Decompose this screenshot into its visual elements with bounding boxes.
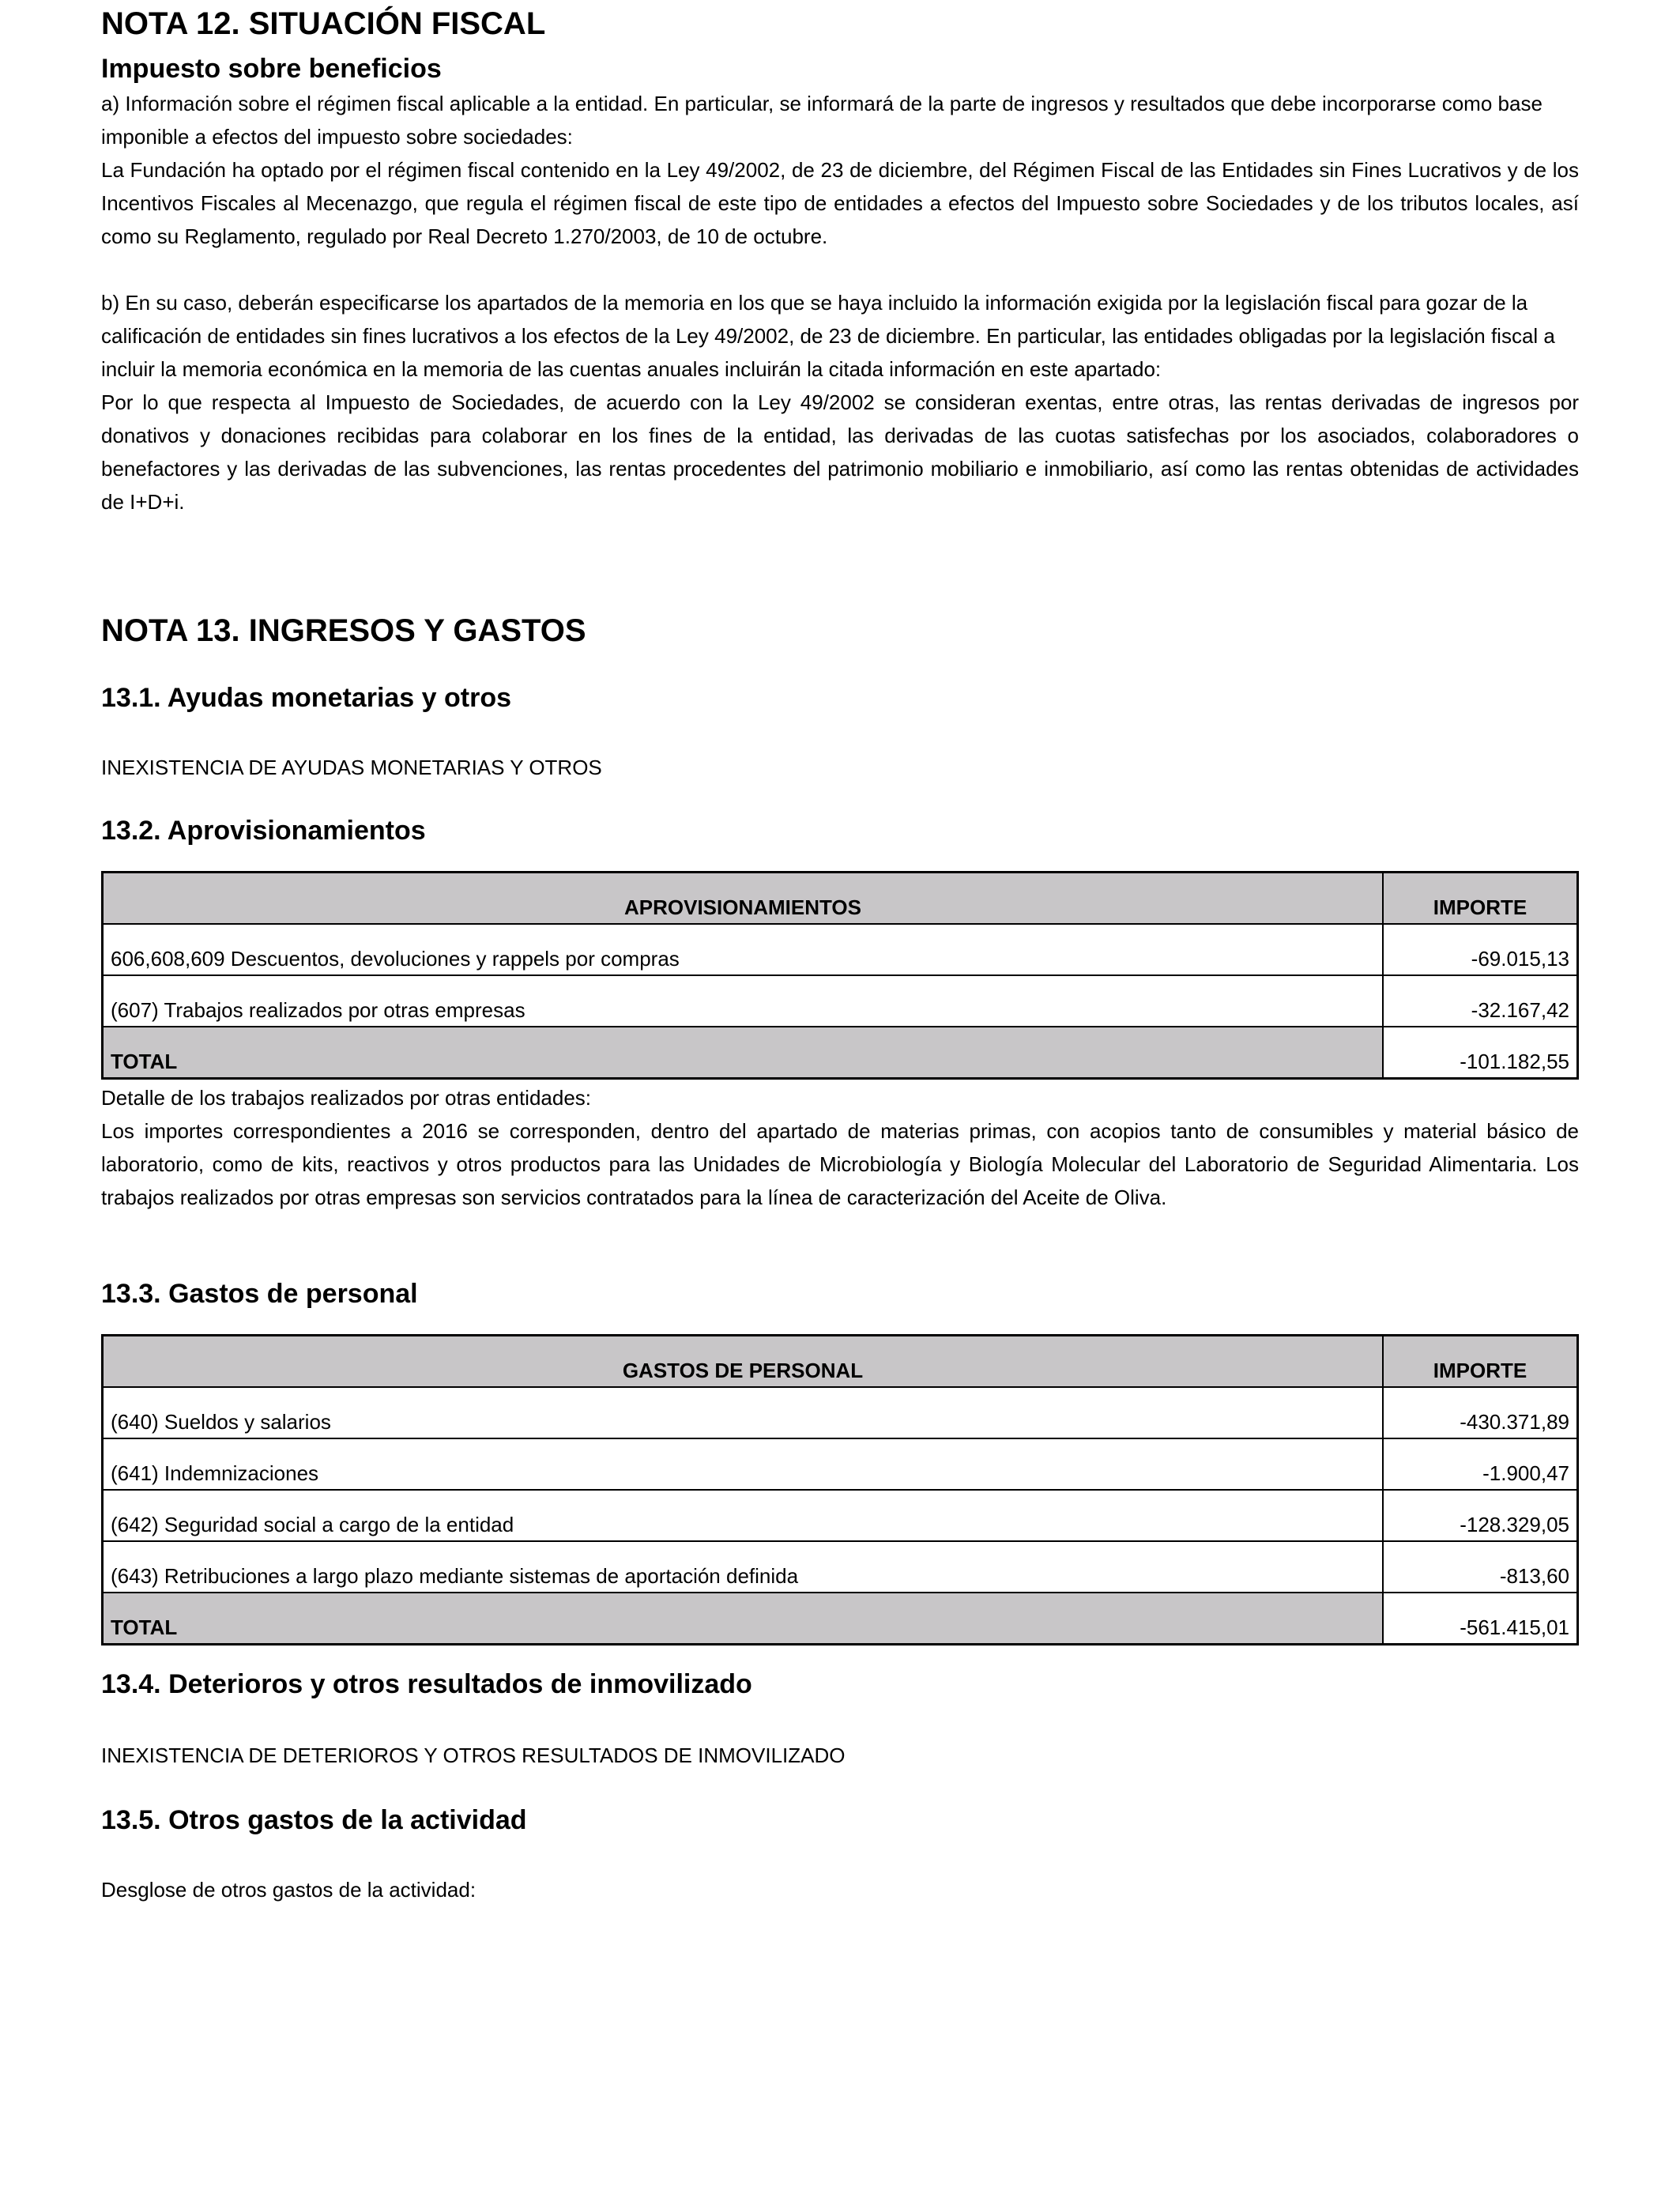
row-label: (607) Trabajos realizados por otras empresas <box>103 975 1384 1027</box>
row-amount: -430.371,89 <box>1383 1387 1578 1438</box>
section-13-2-detail-text: Los importes correspondientes a 2016 se corresponden, dentro del apartado de materias primas, con acopios tanto de consumibles y material básico de laboratorio, como de kits, reactivos y otros productos para las Unidades de Microbiología y Biología Molecular del Laboratorio de Seguridad Alimentaria. Los trabajos realizados por otras empresas son servicios contratados para la línea de caracterización del Aceite de Oliva. <box>101 1119 1579 1209</box>
section-13-2-title: 13.2. Aprovisionamientos <box>101 816 426 846</box>
total-label: TOTAL <box>103 1593 1384 1645</box>
section-13-1-title: 13.1. Ayudas monetarias y otros <box>101 683 512 713</box>
nota12-para-a-response: La Fundación ha optado por el régimen fiscal contenido en la Ley 49/2002, de 23 de diciembre, del Régimen Fiscal de las Entidades sin Fines Lucrativos y de los Incentivos Fiscales al Mecenazgo, que regula el régimen fiscal de este tipo de entidades a efectos del Impuesto sobre Sociedades y de los tributos locales, así como su Reglamento, regulado por Real Decreto 1.270/2003, de 10 de octubre. <box>101 158 1579 248</box>
nota12-para-b-response: Por lo que respecta al Impuesto de Sociedades, de acuerdo con la Ley 49/2002 se consideran exentas, entre otras, las rentas derivadas de ingresos por donativos y donaciones recibidas para colaborar en los fines de la entidad, las derivadas de las cuotas satisfechas por los asociados, colaboradores o benefactores y las derivadas de las subvenciones, las rentas procedentes del patrimonio mobiliario e inmobiliario, así como las rentas obtenidas de actividades de I+D+i. <box>101 390 1579 514</box>
column-header: APROVISIONAMIENTOS <box>103 873 1384 925</box>
nota12-para-b-question: b) En su caso, deberán especificarse los apartados de la memoria en los que se haya incluido la información exigida por la legislación fiscal para gozar de la calificación de entidades sin fines lucrativos a los efectos de la Ley 49/2002, de 23 de diciembre. En particular, las entidades obligadas por la legislación fiscal a incluir la memoria económica en la memoria de las cuentas anuales incluirán la citada información en este apartado: <box>101 291 1555 381</box>
column-header: IMPORTE <box>1383 873 1578 925</box>
table-total-row <box>103 1593 1578 1645</box>
table-header-row <box>103 873 1578 925</box>
total-label: TOTAL <box>103 1027 1384 1079</box>
row-amount: -32.167,42 <box>1383 975 1578 1027</box>
table-row <box>103 1490 1578 1541</box>
table-row <box>103 924 1578 975</box>
table-row <box>103 1541 1578 1593</box>
nota12-subtitle: Impuesto sobre beneficios <box>101 54 442 84</box>
row-label: (642) Seguridad social a cargo de la entidad <box>103 1490 1384 1541</box>
table-header-row <box>103 1336 1578 1388</box>
section-13-3-title: 13.3. Gastos de personal <box>101 1279 418 1309</box>
row-label: (643) Retribuciones a largo plazo mediante sistemas de aportación definida <box>103 1541 1384 1593</box>
section-13-1-text: INEXISTENCIA DE AYUDAS MONETARIAS Y OTROS <box>101 756 602 779</box>
row-amount: -813,60 <box>1383 1541 1578 1593</box>
table-total-row <box>103 1027 1578 1079</box>
section-13-4-title: 13.4. Deterioros y otros resultados de inmovilizado <box>101 1669 752 1699</box>
total-amount: -101.182,55 <box>1383 1027 1578 1079</box>
column-header: IMPORTE <box>1383 1336 1578 1388</box>
section-13-2-detail-label: Detalle de los trabajos realizados por otras entidades: <box>101 1086 592 1110</box>
nota13-title: NOTA 13. INGRESOS Y GASTOS <box>101 613 586 648</box>
section-13-5-text: Desglose de otros gastos de la actividad: <box>101 1878 477 1902</box>
nota12-title: NOTA 12. SITUACIÓN FISCAL <box>101 6 546 41</box>
table-row <box>103 1438 1578 1490</box>
row-label: (640) Sueldos y salarios <box>103 1387 1384 1438</box>
column-header: GASTOS DE PERSONAL <box>103 1336 1384 1388</box>
row-amount: -1.900,47 <box>1383 1438 1578 1490</box>
table-row <box>103 975 1578 1027</box>
row-label: 606,608,609 Descuentos, devoluciones y rappels por compras <box>103 924 1384 975</box>
table-row <box>103 1387 1578 1438</box>
total-amount: -561.415,01 <box>1383 1593 1578 1645</box>
row-label: (641) Indemnizaciones <box>103 1438 1384 1490</box>
nota12-para-a-question: a) Información sobre el régimen fiscal aplicable a la entidad. En particular, se informará de la parte de ingresos y resultados que debe incorporarse como base imponible a efectos del impuesto sobre sociedades: <box>101 92 1543 149</box>
section-13-4-text: INEXISTENCIA DE DETERIOROS Y OTROS RESULTADOS DE INMOVILIZADO <box>101 1744 846 1767</box>
aprovisionamientos-table <box>101 871 1579 1080</box>
row-amount: -128.329,05 <box>1383 1490 1578 1541</box>
section-13-5-title: 13.5. Otros gastos de la actividad <box>101 1805 527 1835</box>
row-amount: -69.015,13 <box>1383 924 1578 975</box>
gastos-personal-table <box>101 1334 1579 1646</box>
